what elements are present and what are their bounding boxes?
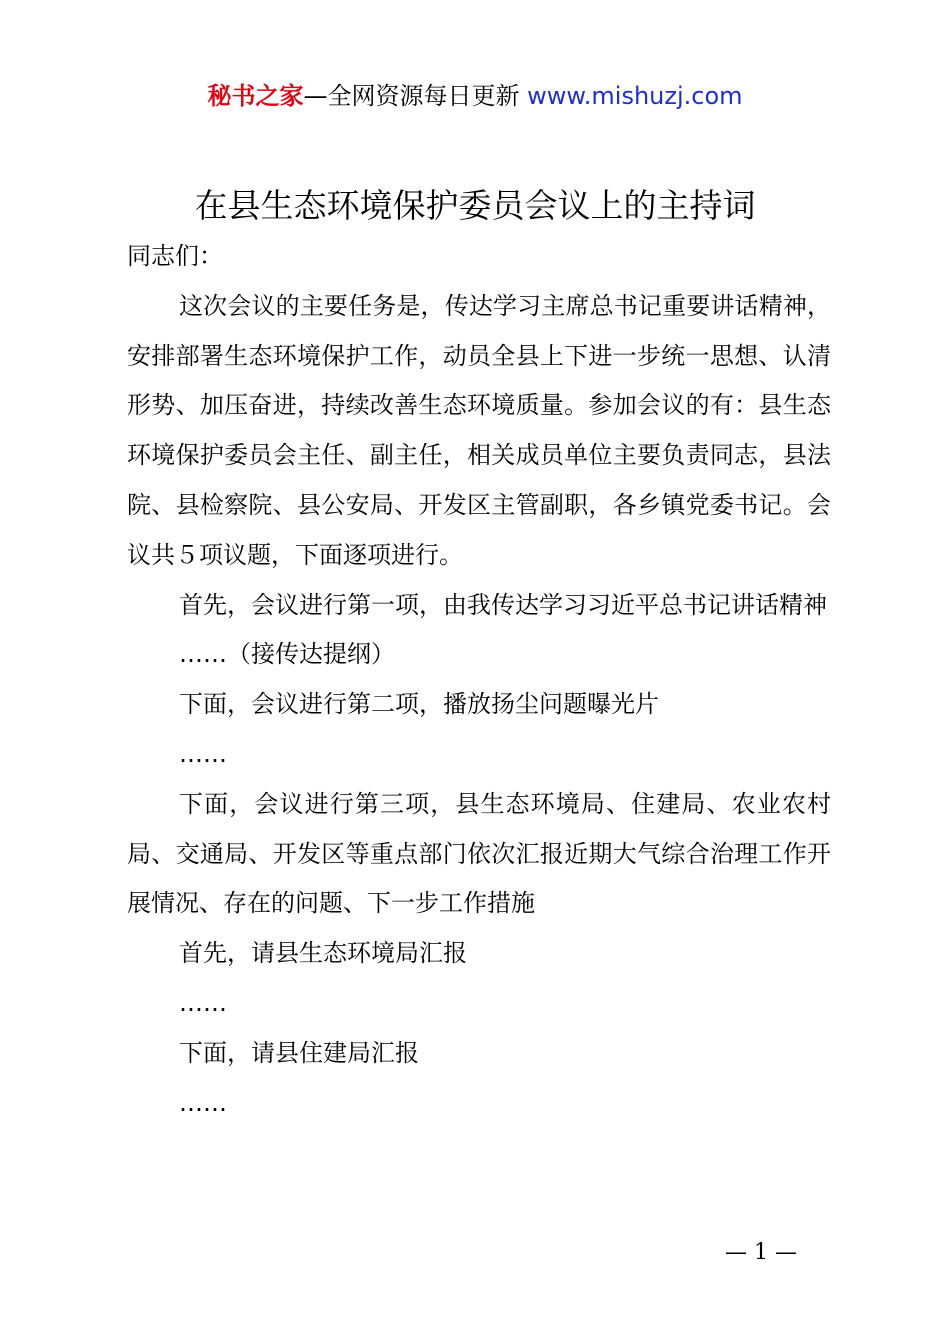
page-number: — 1 — xyxy=(725,1240,797,1265)
paragraph-item-one: 首先，会议进行第一项，由我传达学习习近平总书记讲话精神 xyxy=(179,590,827,619)
paragraph-item-two: 下面，会议进行第二项，播放扬尘问题曝光片 xyxy=(179,690,659,719)
salutation: 同志们： xyxy=(127,242,223,270)
paragraph-item-three: 下面，会议进行第三项，县生态环境局、住建局、农业农村局、交通局、开发区等重点部门依次汇报近期大气综合治理工作开展情况、存在的问题、下一步工作措施 xyxy=(127,789,831,918)
site-url-link[interactable]: www.mishuzj.com xyxy=(527,82,743,110)
site-brand: 秘书之家 xyxy=(207,82,304,110)
paragraph-ellipsis: …… xyxy=(179,739,227,768)
document-title: 在县生态环境保护委员会议上的主持词 xyxy=(194,186,756,225)
site-header xyxy=(0,78,950,114)
paragraph-ellipsis: …… xyxy=(179,988,227,1017)
paragraph-report-ecology-bureau: 首先，请县生态环境局汇报 xyxy=(179,939,467,968)
paragraph-ellipsis: …… xyxy=(179,1088,227,1117)
site-slogan: —全网资源每日更新 xyxy=(303,82,528,110)
paragraph-report-housing-bureau: 下面，请县住建局汇报 xyxy=(179,1038,419,1067)
paragraph-meeting-overview: 这次会议的主要任务是，传达学习主席总书记重要讲话精神，安排部署生态环境保护工作，动员全县上下进一步统一思想、认清形势、加压奋进，持续改善生态环境质量。参加会议的有：县生态环境保护委员会主任、副主任，相关成员单位主要负责同志，县法院、县检察院、县公安局、开发区主管副职，各乡镇党委书记。会议共５项议题，下面逐项进行。 xyxy=(127,291,831,569)
document-body xyxy=(127,232,831,1128)
paragraph-item-one-note: ……（接传达提纲） xyxy=(179,640,395,669)
